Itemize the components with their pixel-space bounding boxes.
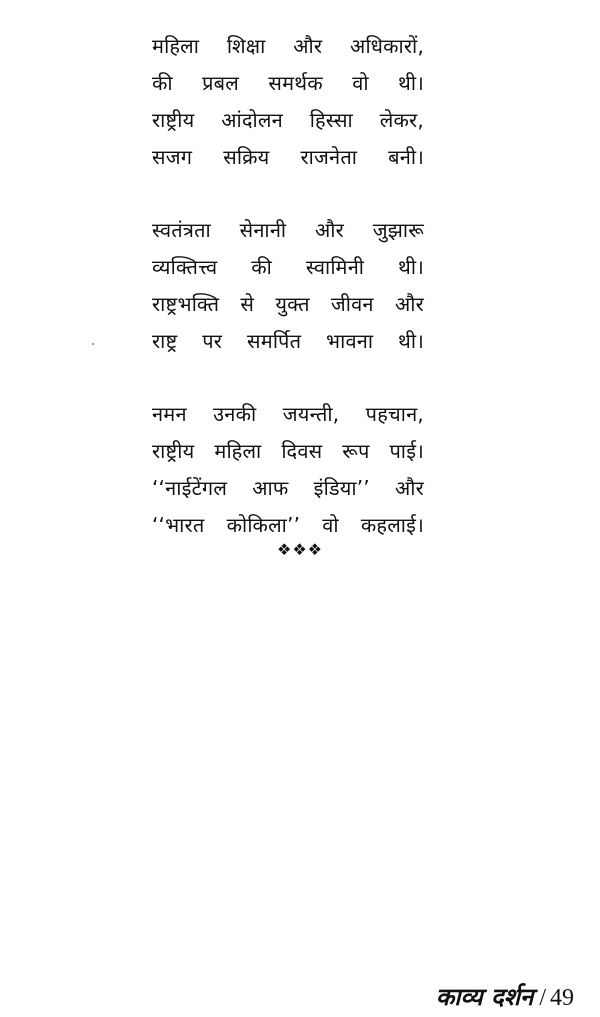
poem-line: राष्ट्र पर समर्पित भावना थी। bbox=[152, 329, 424, 353]
poem-line: राष्ट्रभक्ति से युक्त जीवन और bbox=[152, 292, 424, 316]
poem-body bbox=[152, 28, 424, 580]
poem-line: राष्ट्रीय महिला दिवस रूप पाई। bbox=[152, 439, 424, 463]
poem-line: स्वतंत्रता सेनानी और जुझारू bbox=[152, 218, 424, 242]
poem-line: राष्ट्रीय आंदोलन हिस्सा लेकर, bbox=[152, 108, 424, 132]
poem-line: ‘‘नाईटेंगल आफ इंडिया’’ और bbox=[152, 476, 424, 500]
poem-line: ‘‘भारत कोकिला’’ वो कहलाई। bbox=[152, 513, 424, 537]
poem-line: महिला शिक्षा और अधिकारों, bbox=[152, 34, 424, 58]
book-title: काव्य दर्शन bbox=[435, 983, 534, 1011]
section-end-ornament: ❖❖❖ bbox=[276, 540, 324, 559]
poem-line: सजग सक्रिय राजनेता बनी। bbox=[152, 145, 424, 169]
poem-line: व्यक्तित्त्व की स्वामिनी थी। bbox=[152, 255, 424, 279]
page-footer bbox=[436, 980, 574, 1013]
page-number: 49 bbox=[550, 985, 574, 1011]
stanza-3 bbox=[152, 396, 424, 544]
print-speck bbox=[92, 343, 94, 345]
stanza-2 bbox=[152, 212, 424, 360]
footer-separator: / bbox=[539, 985, 546, 1011]
poem-line: की प्रबल समर्थक वो थी। bbox=[152, 71, 424, 95]
stanza-1 bbox=[152, 28, 424, 176]
poem-line: नमन उनकी जयन्ती, पहचान, bbox=[152, 402, 424, 426]
